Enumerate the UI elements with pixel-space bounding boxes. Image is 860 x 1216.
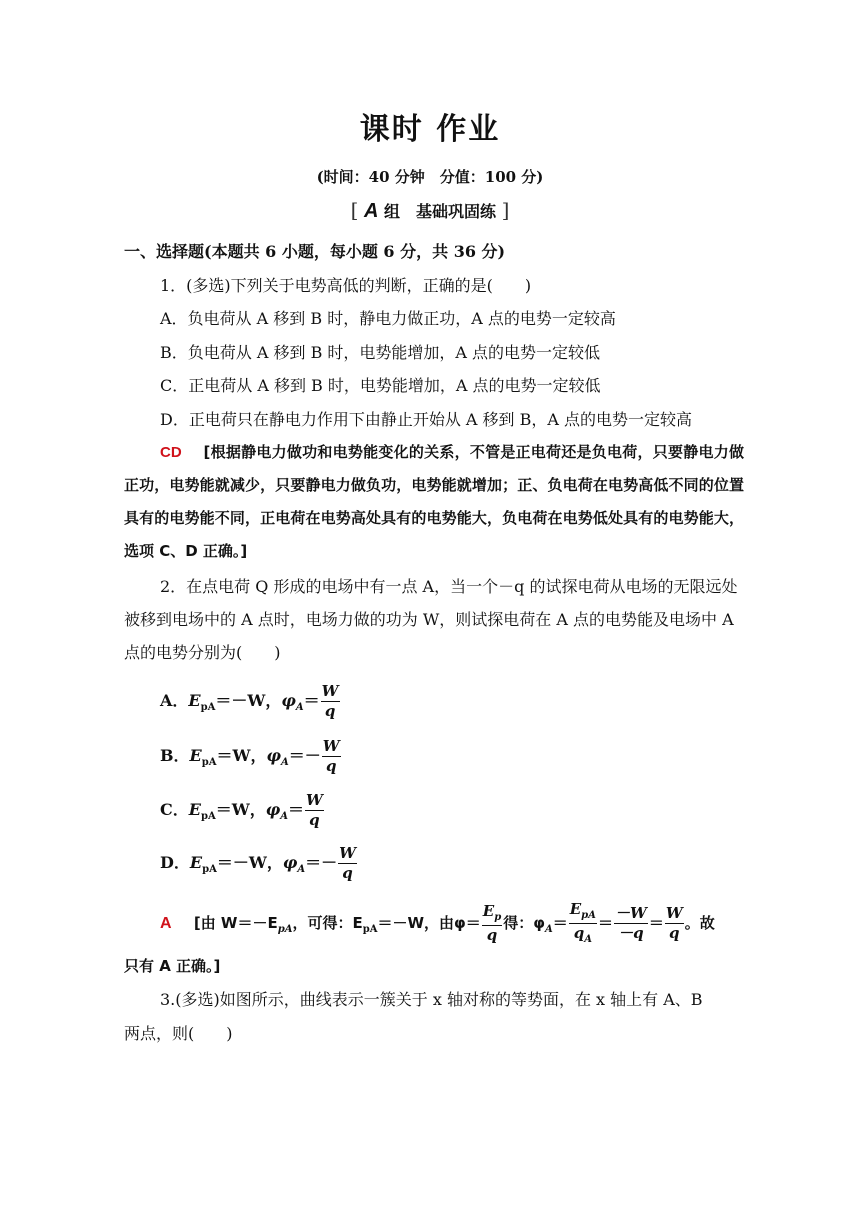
q2-option-d: D．$E_{pA}=-W$，$\varphi_A=-$ $\frac{W}{q}$ <box>160 844 356 882</box>
q2-answer: A <box>160 915 172 932</box>
q1-option-a: A．负电荷从 A 移到 B 时，静电力做正功，A 点的电势一定较高 <box>160 309 616 328</box>
q1-explanation: [根据静电力做功和电势能变化的关系，不管是正电荷还是负电荷，只要静电力做正功，电势能就减少，只要静电力做负功，电势能就增加；正、负电荷在电势高低不同的位置具有的电势能不同，正电荷在电势高处具有的电势能大，负电荷在电势低处具有的电势能大，选项 C、D 正确。] <box>124 443 745 560</box>
group-letter: A <box>363 200 379 222</box>
q1-answer: CD <box>160 444 182 461</box>
time-score-info: (时间：40 分钟 分值：100 分) <box>316 168 544 186</box>
bracket-left: [ <box>350 198 359 222</box>
fraction: $\frac{W}{q}$ <box>339 844 356 882</box>
q1-option-d: D．正电荷只在静电力作用下由静止开始从 A 移到 B，A 点的电势一定较高 <box>160 410 693 429</box>
bracket-right: ] <box>501 198 510 222</box>
q2-option-a: A．$E_{pA}=-W$，$\varphi_A=$ $\frac{W}{q}$ <box>160 682 339 720</box>
q1-stem: 1．(多选)下列关于电势高低的判断，正确的是( ) <box>160 276 532 295</box>
q3-stem-line1: 3.(多选)如图所示，曲线表示一簇关于 x 轴对称的等势面，在 x 轴上有 A、B <box>160 990 703 1009</box>
q1-answer-block <box>124 436 744 568</box>
q2-stem: 2．在点电荷 Q 形成的电场中有一点 A，当一个－q 的试探电荷从电场的无限远处被移到电场中的 A 点时，电场力做的功为 W，则试探电荷在 A 点的电势能及电场中 A 点的电势分别为( ) <box>124 577 738 662</box>
fraction: $\frac{W}{q}$ <box>322 737 340 775</box>
q3-stem-line2: 两点，则( ) <box>124 1024 233 1043</box>
fraction: $\frac{E_{pA}}{q_A}$ <box>569 900 596 945</box>
section-heading: 一、选择题(本题共 6 小题，每小题 6 分，共 36 分) <box>124 242 506 261</box>
q1-option-c: C．正电荷从 A 移到 B 时，电势能增加，A 点的电势一定较低 <box>160 376 601 395</box>
q2-explanation-end: 只有 A 正确。] <box>124 957 221 975</box>
q2-option-c: C．$E_{pA}=W$，$\varphi_A=$ $\frac{W}{q}$ <box>160 791 323 829</box>
fraction: $\frac{W}{q}$ <box>305 791 323 829</box>
q2-answer-line: A [由 $W=-E_{pA}$，可得：$E_{pA}=-W$，由φ＝ $\frac{E_p}{q}$ 得：$\varphi_A=$ $\frac{E_{pA}}{q_A}$ ＝ $\frac{-W}{-q}$ ＝ $\frac{W}{q}$ 。故 <box>160 900 715 945</box>
q2-option-b: B．$E_{pA}=W$，$\varphi_A=-$ $\frac{W}{q}$ <box>160 737 340 775</box>
fraction: $\frac{W}{q}$ <box>665 904 683 942</box>
fraction: $\frac{-W}{-q}$ <box>614 904 647 942</box>
group-text: 组 基础巩固练 <box>384 202 497 221</box>
page-title: 课时 作业 <box>359 112 501 147</box>
q1-option-b: B．负电荷从 A 移到 B 时，电势能增加，A 点的电势一定较低 <box>160 343 601 362</box>
group-heading <box>0 198 860 223</box>
fraction: $\frac{W}{q}$ <box>321 682 339 720</box>
fraction: $\frac{E_p}{q}$ <box>482 902 502 944</box>
